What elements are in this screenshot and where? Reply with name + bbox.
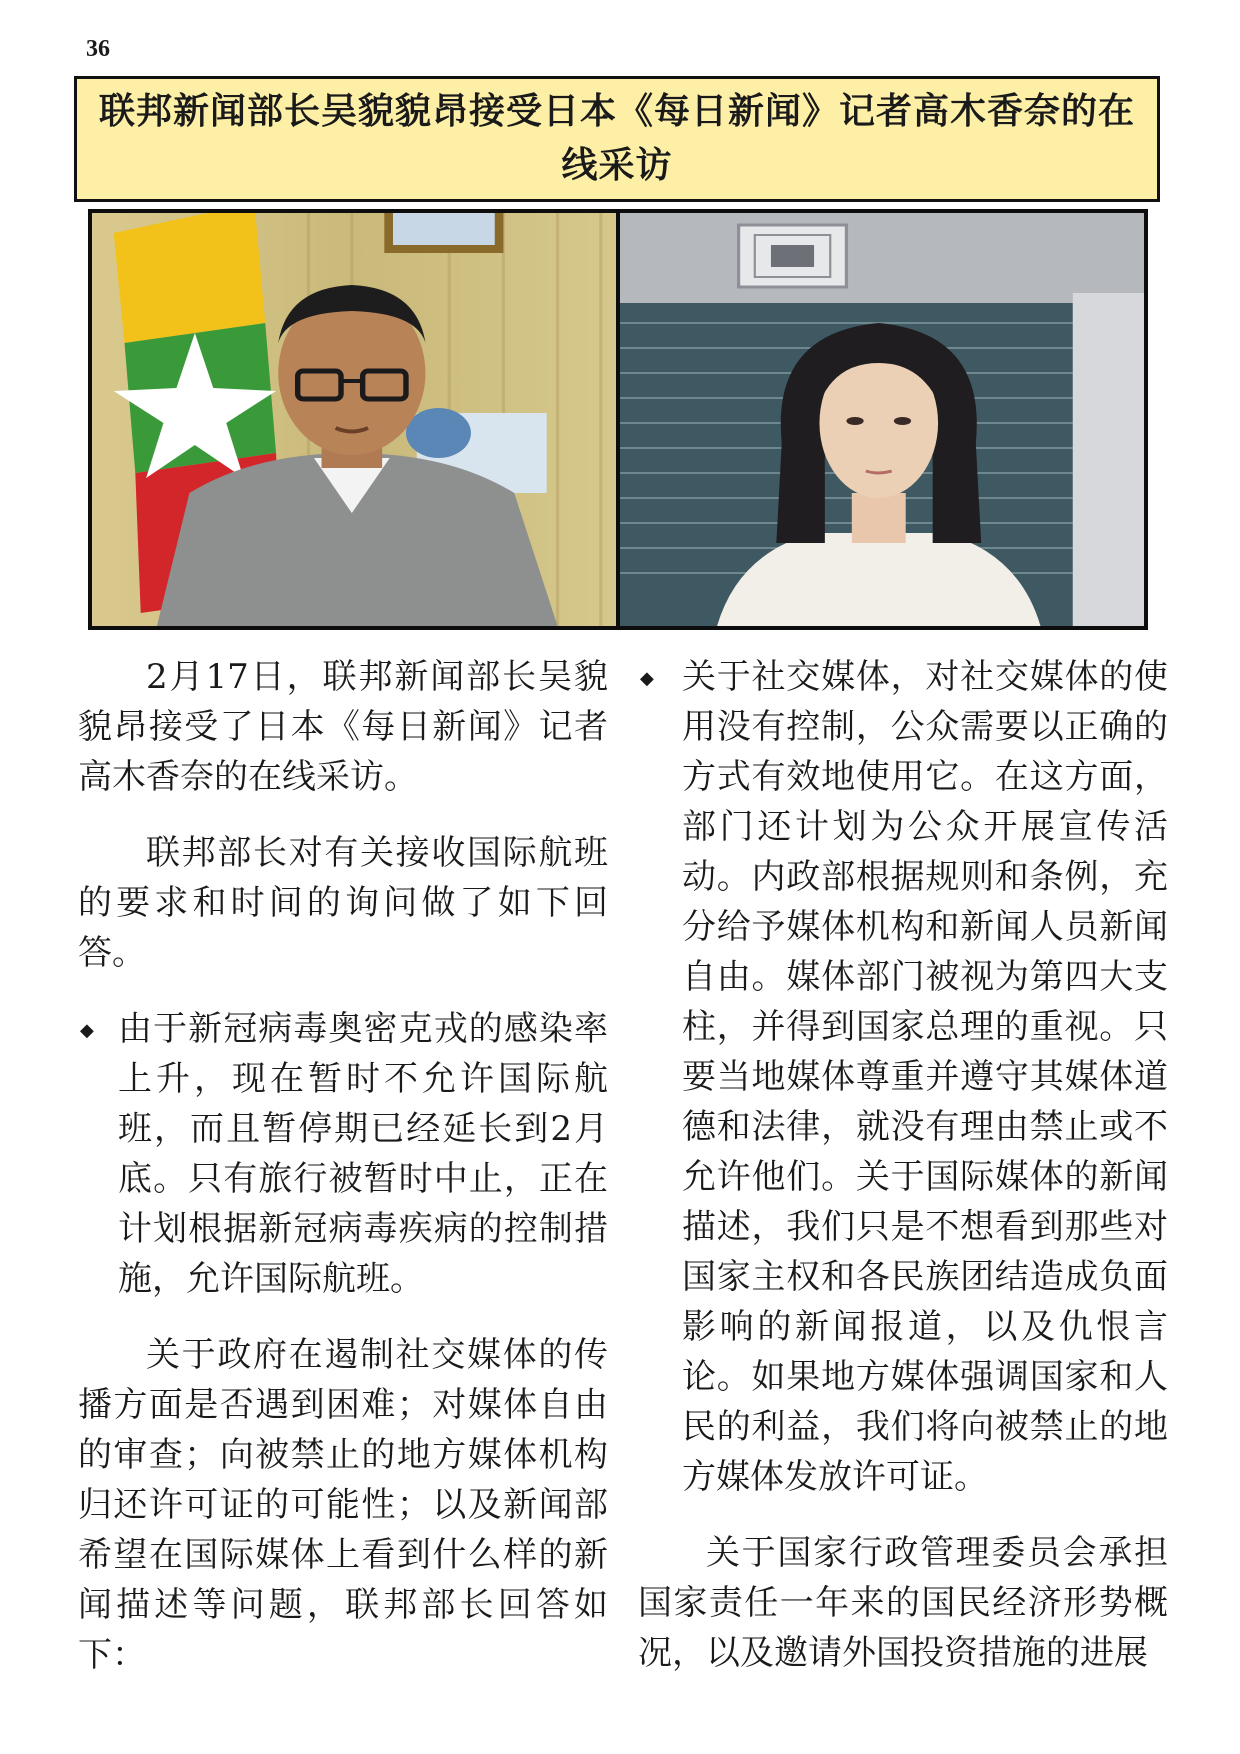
bullet-text: 由于新冠病毒奥密克戎的感染率上升，现在暂时不允许国际航班，而且暂停期已经延长到2月底。只有旅行被暂时中止，正在计划根据新冠病毒疾病的控制措施，允许国际航班。 [118,1009,608,1299]
article-title: 联邦新闻部长吴貌貌昂接受日本《每日新闻》记者高木香奈的在线采访 [98,91,1135,186]
paragraph: 联邦部长对有关接收国际航班的要求和时间的询问做了如下回答。 [78,833,608,973]
bullet-diamond-icon: ◆ [80,1020,94,1041]
paragraph: 2月17日，联邦新闻部长吴貌貌昂接受了日本《每日新闻》记者高木香奈的在线采访。 [78,657,608,797]
left-column [78,652,608,1706]
right-column [638,652,1168,1706]
bullet-item [638,652,1168,1502]
minister-photo-image [92,213,616,626]
journalist-photo-image [620,213,1144,626]
journalist-photo [620,213,1144,626]
title-box [74,76,1160,202]
bullet-item [78,1004,608,1304]
bullet-diamond-icon: ◆ [640,668,654,689]
paragraph: 关于国家行政管理委员会承担国家责任一年来的国民经济形势概况，以及邀请外国投资措施的进展 [638,1533,1168,1673]
minister-photo [92,213,616,626]
photo-frame [88,209,1148,630]
paragraph: 关于政府在遏制社交媒体的传播方面是否遇到困难；对媒体自由的审查；向被禁止的地方媒体机构归还许可证的可能性；以及新闻部希望在国际媒体上看到什么样的新闻描述等问题，联邦部长回答如下： [78,1335,608,1675]
page-number: 36 [86,36,110,62]
bullet-text: 关于社交媒体，对社交媒体的使用没有控制，公众需要以正确的方式有效地使用它。在这方面，部门还计划为公众开展宣传活动。内政部根据规则和条例，充分给予媒体机构和新闻人员新闻自由。媒体部门被视为第四大支柱，并得到国家总理的重视。只要当地媒体尊重并遵守其媒体道德和法律，就没有理由禁止或不允许他们。关于国际媒体的新闻描述，我们只是不想看到那些对国家主权和各民族团结造成负面影响的新闻报道，以及仇恨言论。如果地方媒体强调国家和人民的利益，我们将向被禁止的地方媒体发放许可证。 [682,657,1168,1497]
article-body [78,652,1168,1706]
ceiling-vent-icon [739,225,847,287]
